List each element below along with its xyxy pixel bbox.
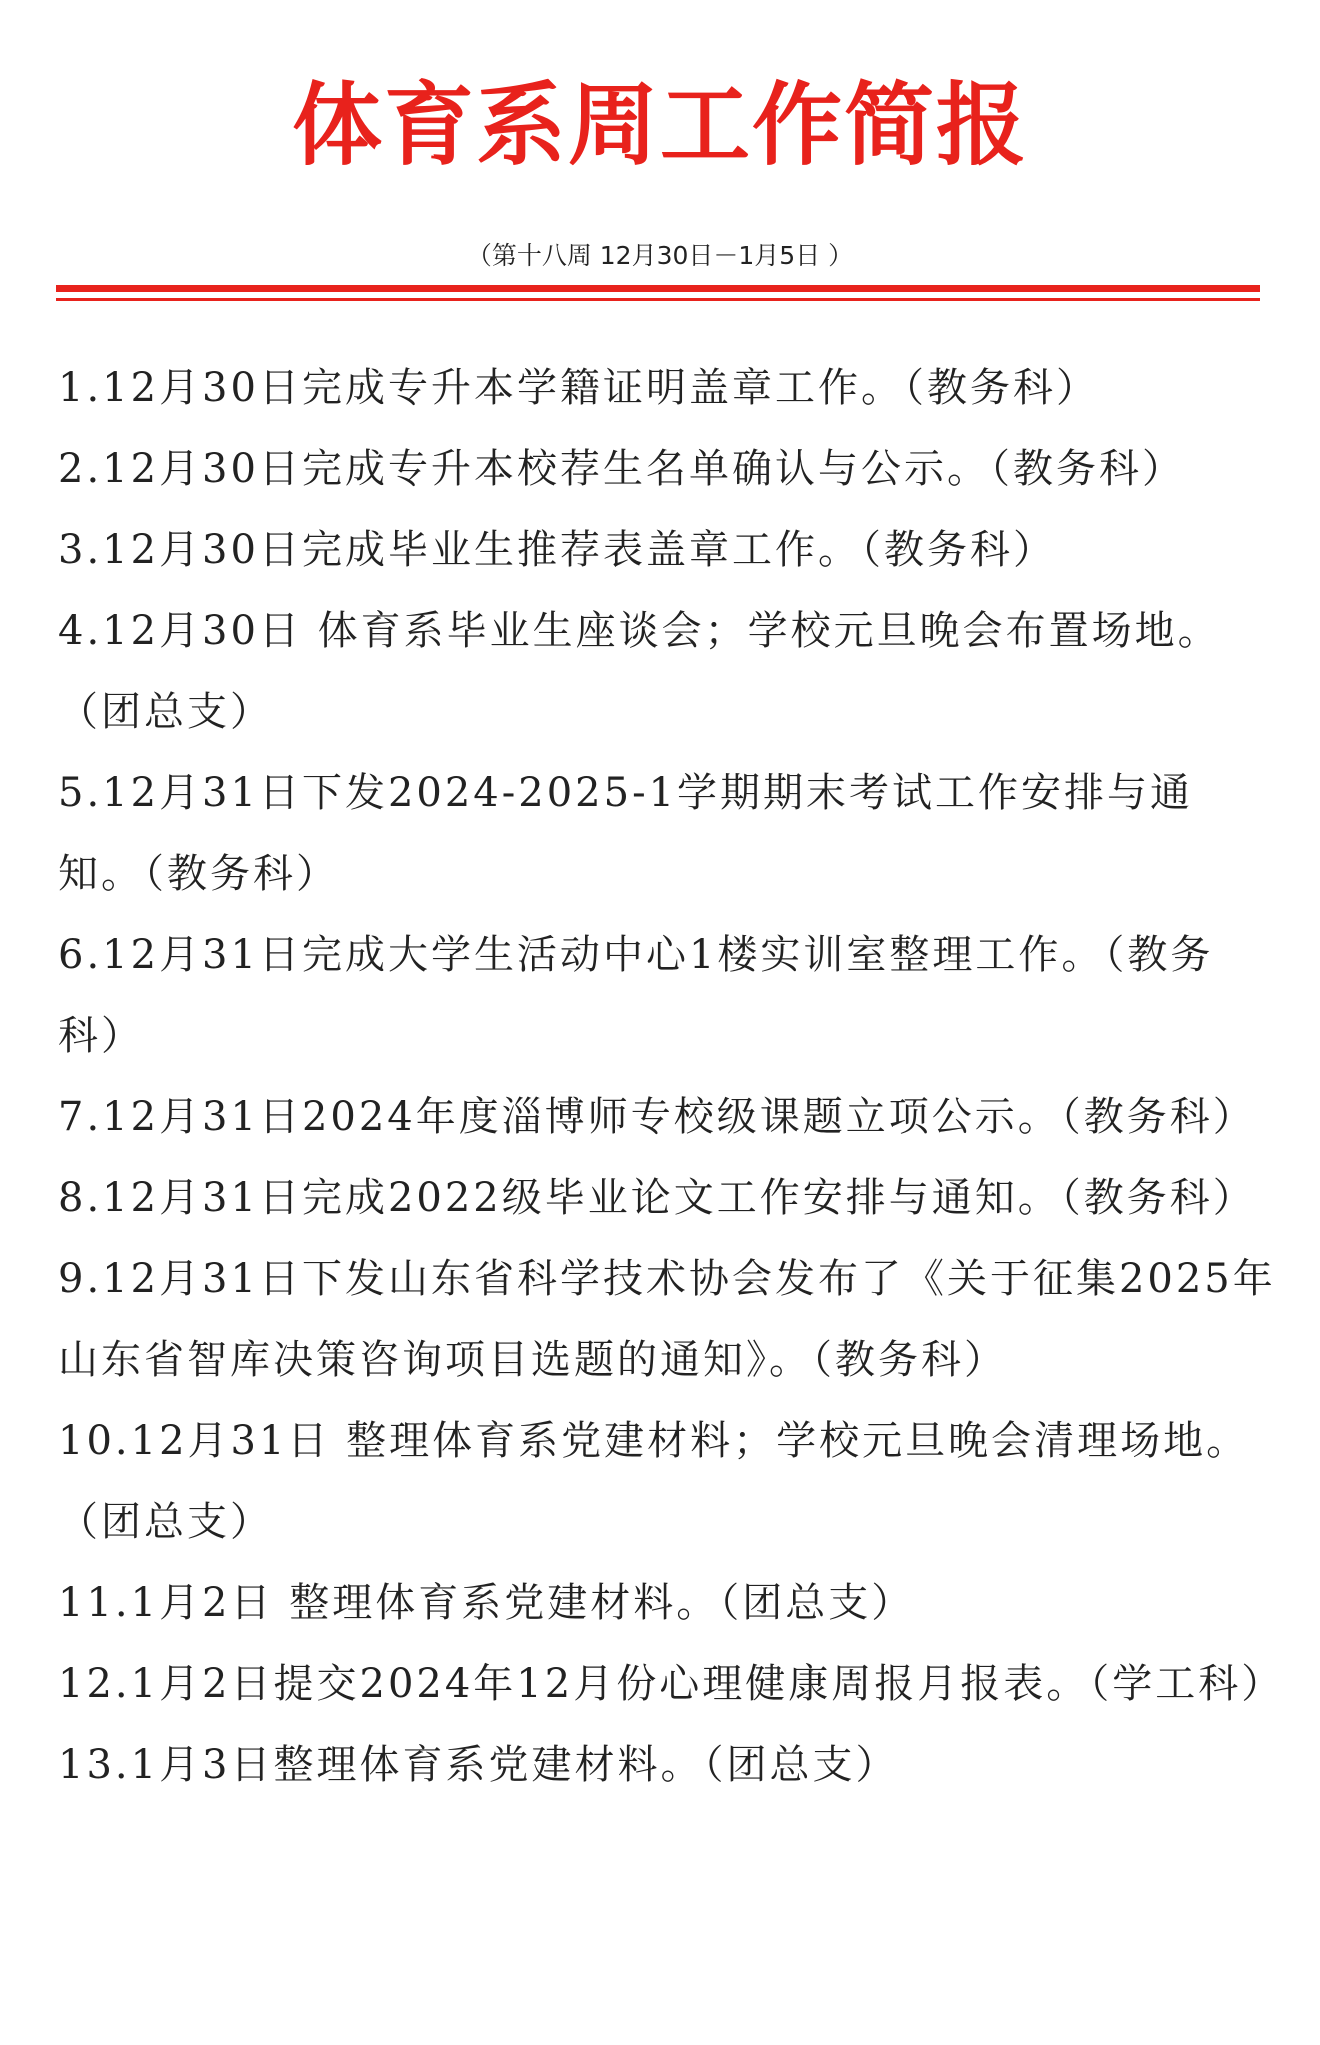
work-item-5: 5.12月31日下发2024-2025-1学期期末考试工作安排与通知。（教务科）	[58, 770, 1194, 897]
work-item-9: 9.12月31日下发山东省科学技术协会发布了《关于征集2025年山东省智库决策咨询项目选题的通知》。（教务科）	[58, 1256, 1276, 1383]
work-item-1: 1.12月30日完成专升本学籍证明盖章工作。（教务科）	[58, 365, 1099, 411]
work-item-13: 13.1月3日整理体育系党建材料。（团总支）	[58, 1742, 899, 1788]
work-item-10: 10.12月31日 整理体育系党建材料；学校元旦晚会清理场地。（团总支）	[58, 1418, 1250, 1545]
work-item-4: 4.12月30日 体育系毕业生座谈会；学校元旦晚会布置场地。（团总支）	[58, 608, 1221, 735]
work-item-list	[58, 348, 1285, 1806]
bulletin-title: 体育系周工作简报	[292, 72, 1028, 178]
work-item-2: 2.12月30日完成专升本校荐生名单确认与公示。（教务科）	[58, 446, 1185, 492]
header-divider-thick	[56, 285, 1260, 292]
work-item-3: 3.12月30日完成毕业生推荐表盖章工作。（教务科）	[58, 527, 1056, 573]
work-item-11: 11.1月2日 整理体育系党建材料。（团总支）	[58, 1580, 915, 1626]
work-item-6: 6.12月31日完成大学生活动中心1楼实训室整理工作。（教务科）	[58, 932, 1214, 1059]
work-item-8: 8.12月31日完成2022级毕业论文工作安排与通知。（教务科）	[58, 1175, 1256, 1221]
header-divider-thin	[56, 298, 1260, 301]
work-item-12: 12.1月2日提交2024年12月份心理健康周报月报表。（学工科）	[58, 1661, 1285, 1707]
bulletin-week-range: （第十八周 12月30日－1月5日 ）	[466, 241, 854, 270]
work-item-7: 7.12月31日2024年度淄博师专校级课题立项公示。（教务科）	[58, 1094, 1256, 1140]
